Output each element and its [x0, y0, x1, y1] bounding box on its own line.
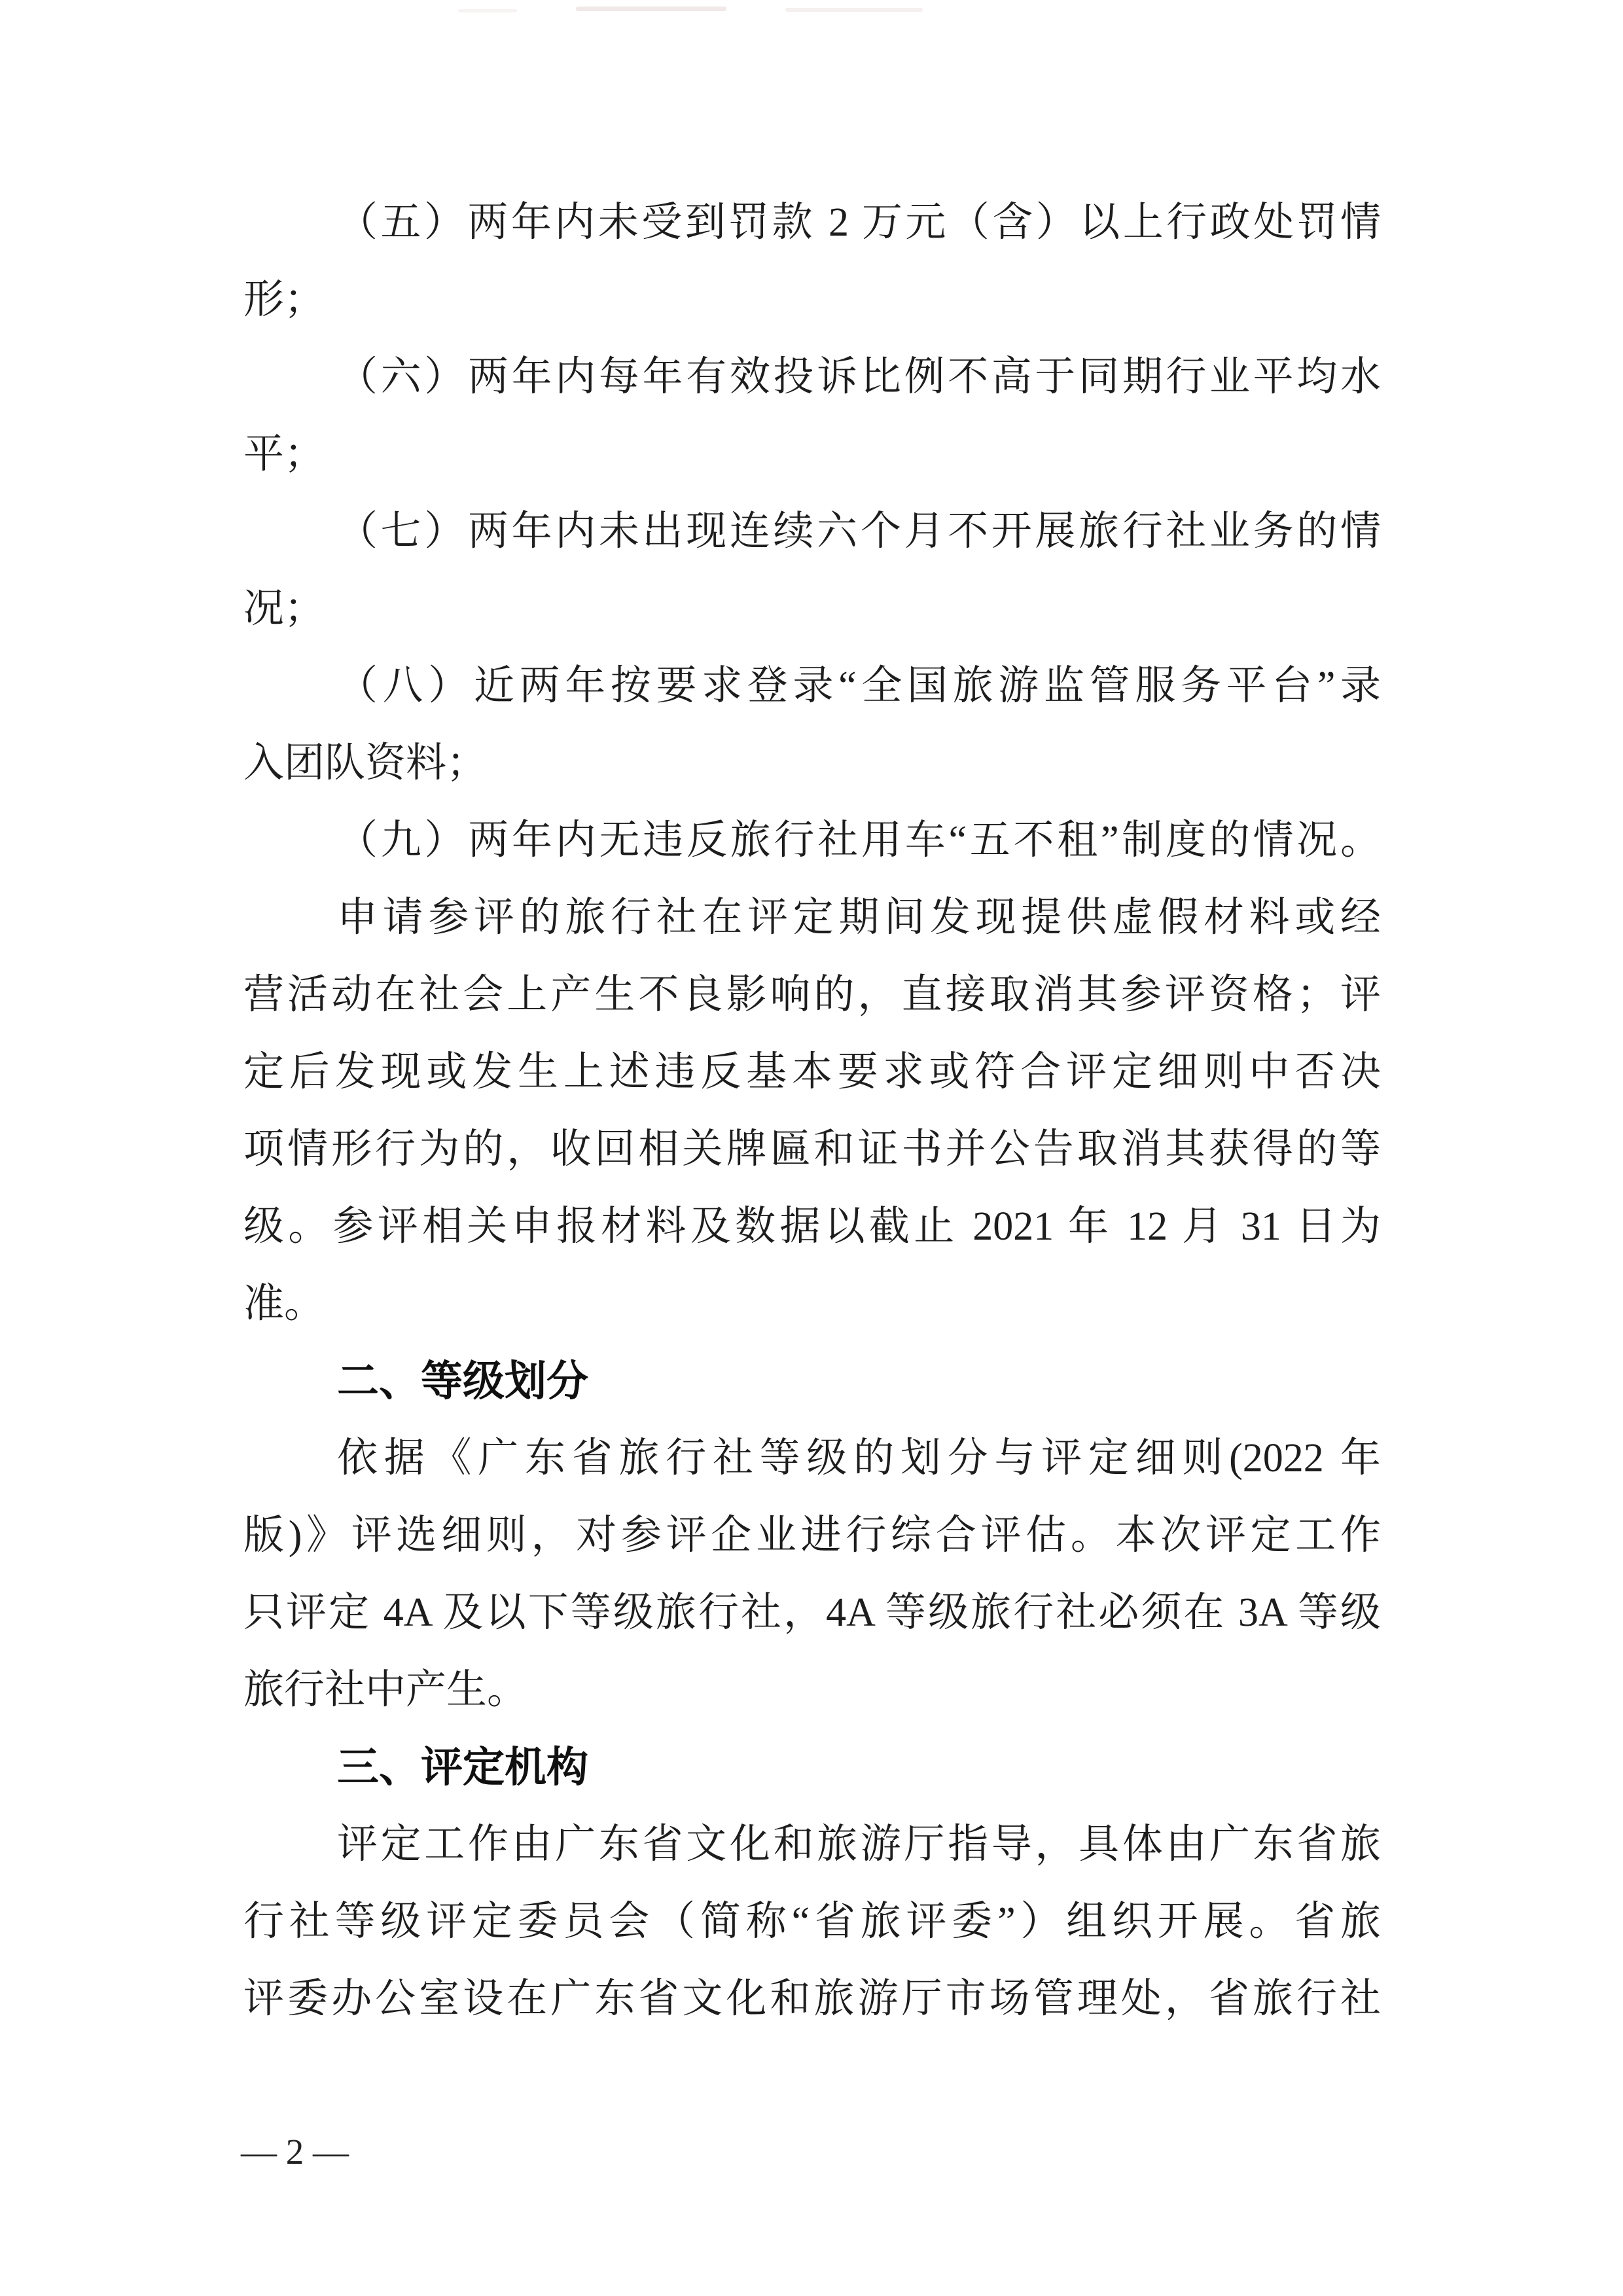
section-heading-grade-division: 二、等级划分: [337, 1357, 588, 1405]
document-body: [243, 184, 1381, 2037]
text-line-item-7: （七）两年内未出现连续六个月不开展旅行社业务的情: [337, 509, 1381, 554]
text-line-continuation: 况；: [243, 586, 325, 631]
text-line-continuation: 只评定 4A 及以下等级旅行社，4A 等级旅行社必须在 3A 等级: [243, 1590, 1381, 1635]
text-line-item-8: （八）近两年按要求登录“全国旅游监管服务平台”录: [337, 664, 1381, 708]
text-line-paragraph: 依据《广东省旅行社等级的划分与评定细则(2022 年: [337, 1436, 1381, 1480]
text-line-continuation: 准。: [243, 1282, 325, 1326]
section-heading-rating-organization: 三、评定机构: [337, 1744, 588, 1791]
text-line-item-9: （九）两年内无违反旅行社用车“五不租”制度的情况。: [337, 818, 1381, 863]
text-line-continuation: 级。参评相关申报材料及数据以截止 2021 年 12 月 31 日为: [243, 1204, 1381, 1249]
text-line-continuation: 营活动在社会上产生不良影响的，直接取消其参评资格；评: [243, 973, 1381, 1017]
text-line-continuation: 定后发现或发生上述违反基本要求或符合评定细则中否决: [243, 1050, 1381, 1094]
text-line-continuation: 版)》评选细则，对参评企业进行综合评估。本次评定工作: [243, 1513, 1381, 1558]
text-line-paragraph: 评定工作由广东省文化和旅游厅指导，具体由广东省旅: [337, 1822, 1381, 1867]
page-number: — 2 —: [241, 2132, 349, 2172]
text-line-continuation: 旅行社中产生。: [243, 1668, 528, 1712]
scan-artifact: [785, 8, 923, 12]
scan-artifact: [458, 9, 517, 12]
text-line-continuation: 平；: [243, 432, 325, 476]
text-line-continuation: 入团队资料；: [243, 741, 488, 785]
text-line-continuation: 项情形行为的，收回相关牌匾和证书并公告取消其获得的等: [243, 1127, 1381, 1172]
text-line-item-6: （六）两年内每年有效投诉比例不高于同期行业平均水: [337, 355, 1381, 399]
text-line-paragraph: 申请参评的旅行社在评定期间发现提供虚假材料或经: [337, 895, 1381, 940]
text-line-continuation: 评委办公室设在广东省文化和旅游厅市场管理处，省旅行社: [243, 1977, 1381, 2021]
text-line-continuation: 形；: [243, 278, 325, 322]
text-line-continuation: 行社等级评定委员会（简称“省旅评委”）组织开展。省旅: [243, 1899, 1381, 1944]
text-line-item-5: （五）两年内未受到罚款 2 万元（含）以上行政处罚情: [337, 200, 1381, 245]
scan-artifact: [576, 7, 726, 11]
